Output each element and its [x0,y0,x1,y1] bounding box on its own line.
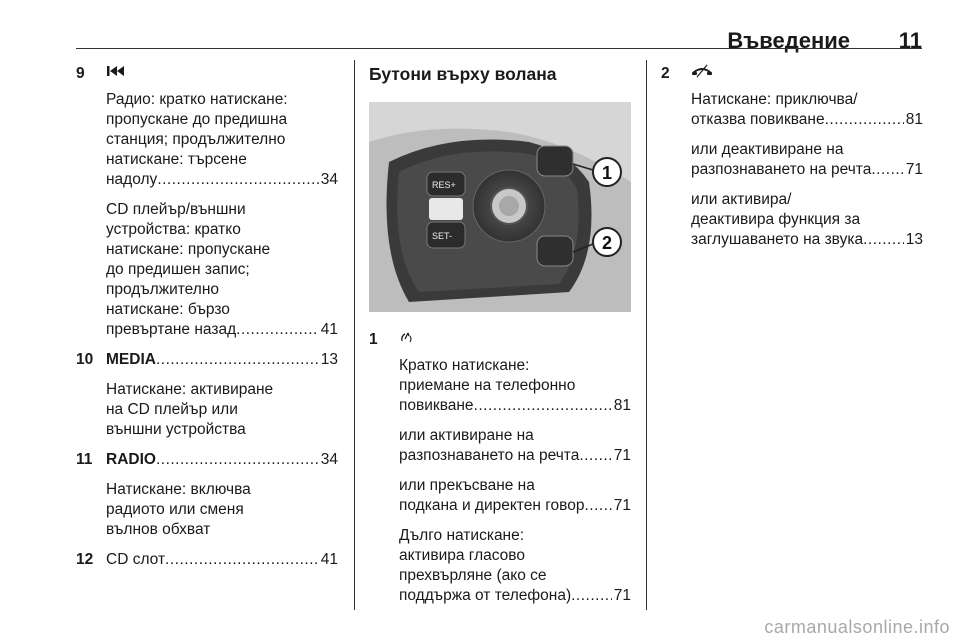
entry-12 [76,550,338,570]
entry-2 [661,64,923,250]
text-line: натискане: бързо [106,301,230,318]
entry-11-desc [106,480,338,540]
set-button-label: SET- [432,231,453,241]
page-ref[interactable]: 13 [320,351,338,368]
text-line: радиото или сменя [106,501,244,518]
page-ref[interactable]: 71 [613,497,631,514]
column-divider-2 [646,60,647,610]
text-line: Дълго натискане: [399,527,525,544]
page-ref[interactable]: 41 [320,551,338,568]
text-line: активира гласово [399,547,525,564]
entry-2-press [691,90,923,130]
text-line: отказва повикване [691,111,825,128]
text-line: Радио: кратко натискане: [106,91,288,108]
text-line: външни устройства [106,421,246,438]
text-line: повикване [399,397,474,414]
page-ref[interactable]: 41 [320,321,338,338]
text-line: поддържа от телефона) [399,587,572,604]
entry-1-voice [399,426,631,466]
entry-number: 11 [76,451,93,468]
text-line: CD плейър/външни [106,201,246,218]
page-ref[interactable]: 13 [905,231,923,248]
entry-9-radio [106,90,338,190]
skip-back-icon [106,64,338,84]
entry-number: 2 [661,65,670,82]
page-ref[interactable]: 71 [905,161,923,178]
page-ref[interactable]: 71 [613,447,631,464]
text-line: или деактивиране на [691,141,844,158]
column-2 [369,64,631,616]
entry-number: 12 [76,551,94,568]
entry-10 [76,350,338,440]
callout-1: 1 [602,163,613,183]
entry-1-short-press [399,356,631,416]
text-line: до предишен запис; [106,261,250,278]
text-line: приемане на телефонно [399,377,576,394]
text-line: пропускане до предишна [106,111,288,128]
text-line: превъртане назад [106,321,237,338]
column-divider-1 [354,60,355,610]
page-ref[interactable]: 71 [613,587,631,604]
hang-up-icon [691,64,923,84]
text-line: разпознаването на речта [691,161,872,178]
entry-2-mute [691,190,923,250]
entry-11 [76,450,338,540]
text-line: станция; продължително [106,131,286,148]
text-line: Натискане: включва [106,481,251,498]
entry-number: 9 [76,65,85,82]
entry-1-interrupt [399,476,631,516]
entry-2-voice [691,140,923,180]
text-line: продължително [106,281,220,298]
text-line: надолу [106,171,158,188]
text-line: или активиране на [399,427,534,444]
header-rule [76,48,922,49]
entry-number: 1 [369,331,378,348]
entry-label: MEDIA [106,351,156,368]
text-line: подкана и директен говор [399,497,585,514]
page-ref[interactable]: 81 [905,111,923,128]
text-line: устройства: кратко [106,221,241,238]
entry-9-cd [106,200,338,340]
section-title: Бутони върху волана [369,64,557,84]
column-1 [76,64,338,580]
column-3 [661,64,923,260]
text-line: натискане: пропускане [106,241,271,258]
watermark: carmanualsonline.info [764,617,950,637]
entry-10-desc [106,380,338,440]
text-line: или активира/ [691,191,792,208]
callout-2: 2 [602,233,613,253]
text-line: Натискане: приключва/ [691,91,858,108]
page-number: 11 [898,28,922,53]
page-ref[interactable]: 34 [320,451,338,468]
text-line: заглушаването на звука [691,231,864,248]
page-ref[interactable]: 81 [613,397,631,414]
text-line: деактивира функция за [691,211,861,228]
text-line: Кратко натискане: [399,357,530,374]
page-title: Въведение [727,28,850,53]
text-line: на CD плейър или [106,401,238,418]
text-line: прехвърляне (ако се [399,567,547,584]
entry-number: 10 [76,351,94,368]
entry-label: CD слот [106,551,166,568]
entry-1-long-press [399,526,631,606]
steering-wheel-photo [369,102,631,312]
text-line: вълнов обхват [106,521,211,538]
voice-talk-icon [399,330,631,350]
page-ref[interactable]: 34 [320,171,338,188]
text-line: или прекъсване на [399,477,535,494]
entry-1 [369,330,631,606]
text-line: натискане: търсене [106,151,247,168]
text-line: Натискане: активиране [106,381,274,398]
entry-9 [76,64,338,340]
res-button-label: RES+ [432,180,456,190]
entry-label: RADIO [106,451,156,468]
text-line: разпознаването на речта [399,447,580,464]
